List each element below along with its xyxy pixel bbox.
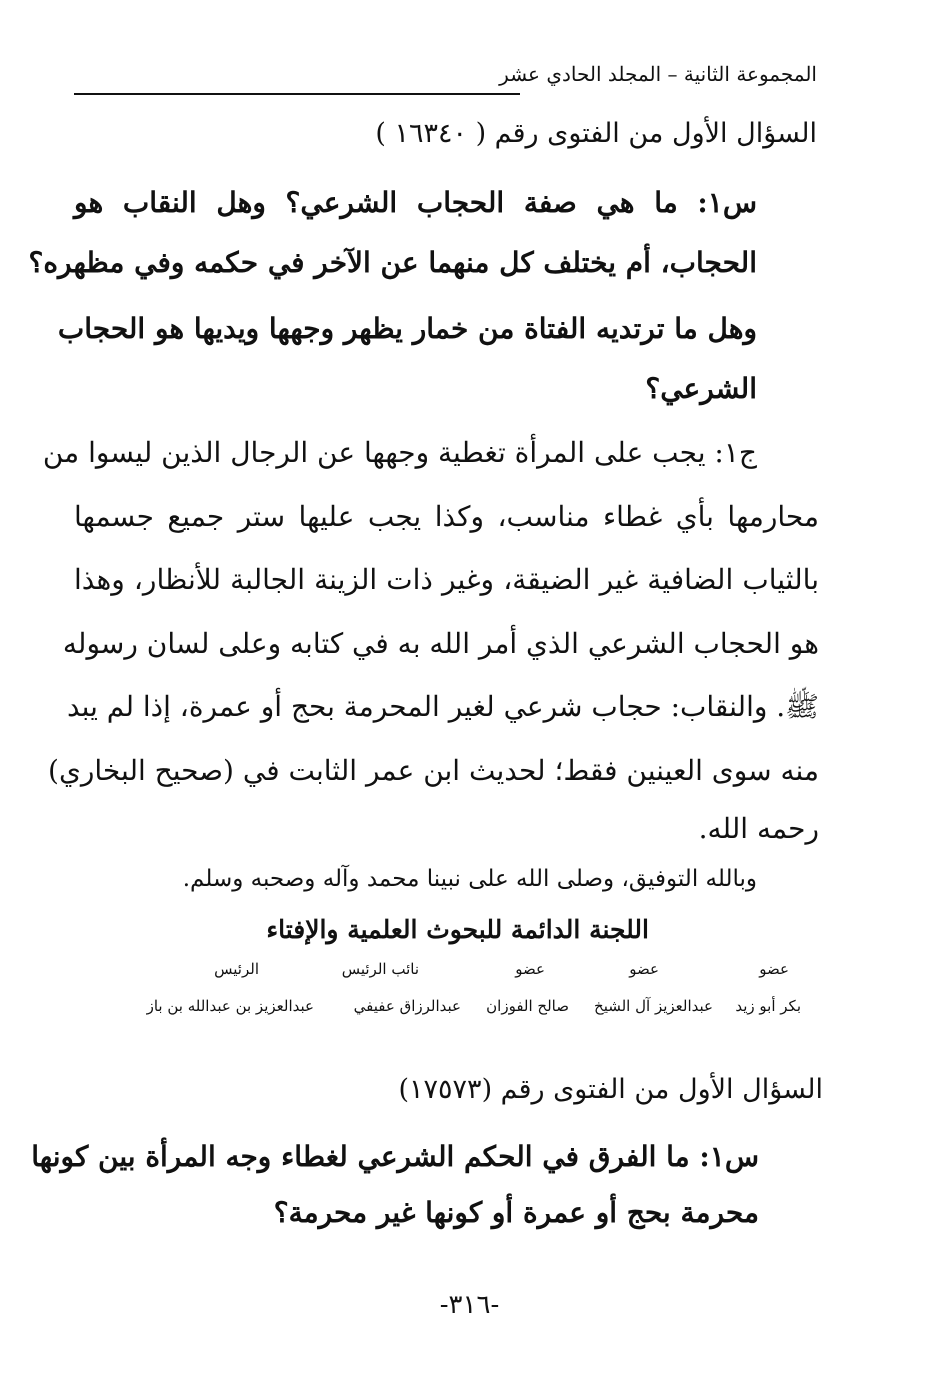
signatory-role: نائب الرئيس xyxy=(341,960,419,978)
fatwa-1-answer-line: بالثياب الضافية غير الضيقة، وغير ذات الزينة الجالبة للأنظار، وهذا xyxy=(74,563,819,596)
fatwa-2-question-line: محرمة بحج أو عمرة أو كونها غير محرمة؟ xyxy=(273,1196,759,1229)
fatwa-1-answer-line: ج١: يجب على المرأة تغطية وجهها عن الرجال الذين ليسوا من xyxy=(42,436,757,469)
fatwa-1-question-line: الشرعي؟ xyxy=(645,372,757,405)
fatwa-1-question-line: الحجاب، أم يختلف كل منهما عن الآخر في حكمه وفي مظهره؟ xyxy=(28,246,757,279)
signatory-name: صالح الفوزان xyxy=(486,997,569,1015)
page-number: -٣١٦- xyxy=(439,1290,500,1320)
fatwa-2-question-line: س١: ما الفرق في الحكم الشرعي لغطاء وجه المرأة بين كونها xyxy=(31,1140,759,1173)
fatwa-1-answer-line: محارمها بأي غطاء مناسب، وكذا يجب عليها ستر جميع جسمها xyxy=(74,500,819,533)
header-rule xyxy=(74,93,520,95)
signatory-name: عبدالعزيز بن عبدالله بن باز xyxy=(146,997,314,1015)
committee-name: اللجنة الدائمة للبحوث العلمية والإفتاء xyxy=(266,915,649,944)
signatory-role: عضو xyxy=(629,960,659,978)
signatory-role: عضو xyxy=(759,960,789,978)
fatwa-1-question-line: س١: ما هي صفة الحجاب الشرعي؟ وهل النقاب هو xyxy=(74,186,757,219)
fatwa-1-heading: السؤال الأول من الفتوى رقم ( ١٦٣٤٠ ) xyxy=(375,118,817,149)
fatwa-1-answer-line: ﷺ. والنقاب: حجاب شرعي لغير المحرمة بحج أو عمرة، إذا لم يبد xyxy=(66,690,819,723)
signatory-role: عضو xyxy=(515,960,545,978)
fatwa-1-answer-line: هو الحجاب الشرعي الذي أمر الله به في كتابه وعلى لسان رسوله xyxy=(62,627,819,660)
signatory-role: الرئيس xyxy=(214,960,259,978)
closing-formula: وبالله التوفيق، وصلى الله على نبينا محمد وآله وصحبه وسلم. xyxy=(182,866,757,892)
fatwa-1-answer-line: منه سوى العينين فقط؛ لحديث ابن عمر الثابت في (صحيح البخاري) xyxy=(48,754,819,787)
running-header: المجموعة الثانية – المجلد الحادي عشر xyxy=(499,62,817,86)
signatory-name: عبدالرزاق عفيفي xyxy=(353,997,461,1015)
fatwa-1-answer-line: رحمه الله. xyxy=(698,812,819,845)
signatory-name: عبدالعزيز آل الشيخ xyxy=(594,997,713,1015)
fatwa-2-heading: السؤال الأول من الفتوى رقم (١٧٥٧٣) xyxy=(398,1074,823,1105)
signatory-name: بكر أبو زيد xyxy=(735,997,801,1015)
fatwa-1-question-line: وهل ما ترتديه الفتاة من خمار يظهر وجهها ويديها هو الحجاب xyxy=(57,312,757,345)
